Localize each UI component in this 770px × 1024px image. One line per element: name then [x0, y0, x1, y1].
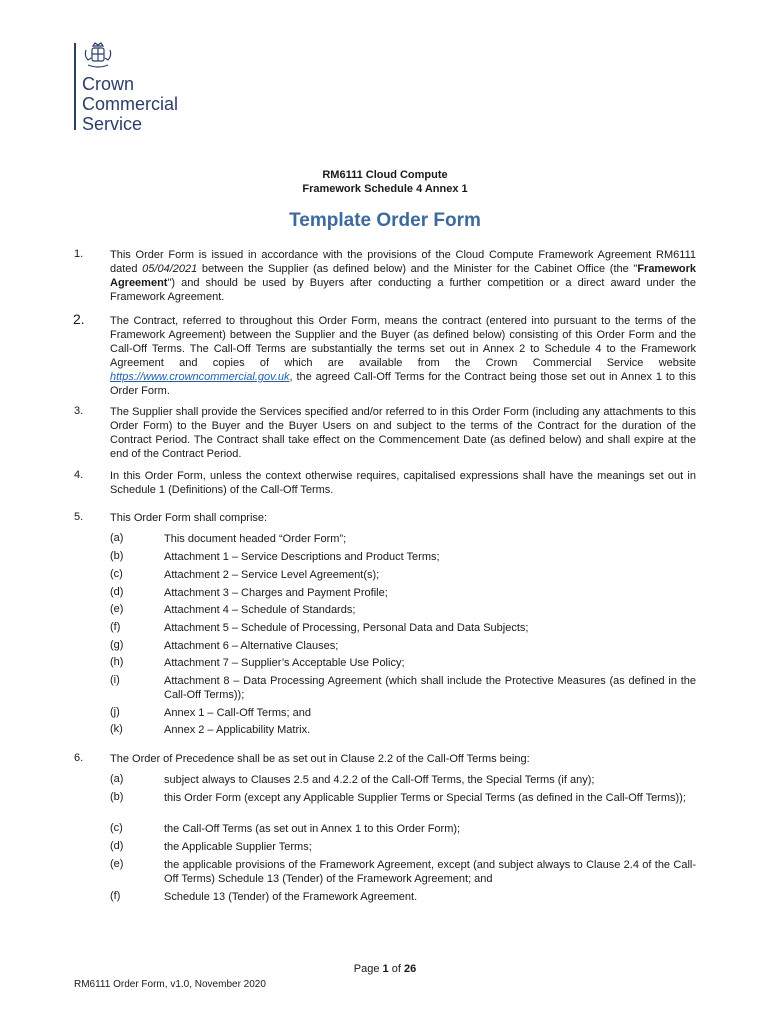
para-6: The Order of Precedence shall be as set out in Clause 2.2 of the Call-Off Terms being: — [110, 753, 530, 765]
list-item: subject always to Clauses 2.5 and 4.2.2 of the Call-Off Terms, the Special Terms (if any); — [164, 774, 595, 786]
list-label: (b) — [110, 550, 124, 562]
current-page: 1 — [382, 963, 389, 975]
list-item: Annex 2 – Applicability Matrix. — [164, 724, 311, 736]
list-label: (e) — [110, 858, 124, 870]
list-label: (b) — [110, 791, 124, 803]
list-label: (f) — [110, 890, 121, 902]
para-1: This Order Form is issued in accordance with the provisions of the Cloud Compute Framework Agreement RM6111 dated 05/04/2021 between the Supplier (as defined below) and the Minister for the Cabinet Office (the "Framework Agreement") and should be used by Buyers after conducting a further competition or a direct award under the Framework Agreement. — [110, 249, 697, 303]
list-item: Attachment 5 – Schedule of Processing, Personal Data and Data Subjects; — [164, 622, 529, 634]
para-4-number: 4. — [74, 469, 84, 481]
para-3: The Supplier shall provide the Services specified and/or referred to in this Order Form (including any attachments to this Order Form) to the Buyer and the Buyer Users on and subject to the terms of the Contract for the duration of the Contract Period. The Contract shall take effect on the Commencement Date (as defined below) and shall expire at the end of the Contract Period. — [110, 406, 696, 460]
list-label: (f) — [110, 621, 121, 633]
list-label: (k) — [110, 723, 123, 735]
list-item: Attachment 8 – Data Processing Agreement (which shall include the Protective Measures (as defined in the Call-Off Terms)); — [164, 675, 696, 701]
list-item: Attachment 6 – Alternative Clauses; — [164, 640, 339, 652]
list-item: Attachment 7 – Supplier’s Acceptable Use Policy; — [164, 657, 405, 669]
list-label: (i) — [110, 674, 120, 686]
agreement-date: 05/04/2021 — [142, 263, 198, 275]
list-item: the Applicable Supplier Terms; — [164, 841, 312, 853]
para-5-number: 5. — [74, 511, 84, 523]
list-label: (j) — [110, 706, 120, 718]
para-1-number: 1. — [74, 248, 84, 260]
logo-line-1: Crown — [82, 74, 135, 94]
list-item: Attachment 3 – Charges and Payment Profile; — [164, 587, 388, 599]
total-pages: 26 — [403, 963, 417, 975]
para-4: In this Order Form, unless the context otherwise requires, capitalised expressions shall have the meanings set out in Schedule 1 (Definitions) of the Call-Off Terms. — [110, 470, 696, 496]
para-2: The Contract, referred to throughout this Order Form, means the contract (entered into pursuant to the terms of the Framework Agreement) between the Supplier and the Buyer (as defined below) consisting of this Order Form and the Call-Off Terms. The Call-Off Terms are substantially the terms set out in Annex 2 to Schedule 4 to the Framework Agreement and copies of which are available from the Crown Commercial Service website https://www.crowncommercial.gov.uk, the agreed Call-Off Terms for the Contract being those set out in Annex 1 to this Order Form. — [110, 315, 696, 397]
list-label: (d) — [110, 840, 124, 852]
para-3-number: 3. — [74, 405, 84, 417]
para-5: This Order Form shall comprise: — [110, 512, 268, 524]
list-label: (h) — [110, 656, 124, 668]
list-label: (a) — [110, 532, 124, 544]
list-item: Attachment 2 – Service Level Agreement(s); — [164, 569, 380, 581]
list-label: (c) — [110, 568, 123, 580]
royal-crest-icon — [82, 40, 114, 72]
list-item: Schedule 13 (Tender) of the Framework Agreement. — [164, 891, 418, 903]
list-item: Annex 1 – Call-Off Terms; and — [164, 707, 311, 719]
list-label: (d) — [110, 586, 124, 598]
list-label: (c) — [110, 822, 123, 834]
logo-bar — [74, 43, 76, 130]
logo-line-2: Commercial — [82, 94, 179, 114]
logo-wordmark — [82, 74, 178, 134]
ccs-website-link[interactable]: https://www.crowncommercial.gov.uk — [110, 371, 290, 383]
list-label: (a) — [110, 773, 124, 785]
list-label: (g) — [110, 639, 124, 651]
page-number: Page 1 of 26 — [353, 963, 417, 975]
list-label: (e) — [110, 603, 124, 615]
framework-agreement-term: Framework Agreement — [110, 263, 697, 289]
list-item: Attachment 4 – Schedule of Standards; — [164, 604, 356, 616]
list-item: this Order Form (except any Applicable Supplier Terms or Special Terms (as defined in the Call-Off Terms)); — [164, 792, 686, 804]
page-title: Template Order Form — [289, 210, 481, 231]
list-item: the applicable provisions of the Framework Agreement, except (and subject always to Clause 2.4 of the Call-Off Terms) Schedule 13 (Tender) of the Framework Agreement; and — [164, 859, 696, 885]
doc-schedule-heading: Framework Schedule 4 Annex 1 — [302, 183, 468, 195]
para-6-number: 6. — [74, 752, 84, 764]
para-2-number: 2. — [73, 311, 85, 327]
doc-reference-heading: RM6111 Cloud Compute — [322, 169, 448, 181]
list-item: the Call-Off Terms (as set out in Annex 1 to this Order Form); — [164, 823, 461, 835]
list-item: This document headed “Order Form”; — [164, 533, 347, 545]
list-item: Attachment 1 – Service Descriptions and Product Terms; — [164, 551, 440, 563]
document-reference-footer: RM6111 Order Form, v1.0, November 2020 — [74, 979, 266, 990]
logo-line-3: Service — [82, 114, 143, 134]
